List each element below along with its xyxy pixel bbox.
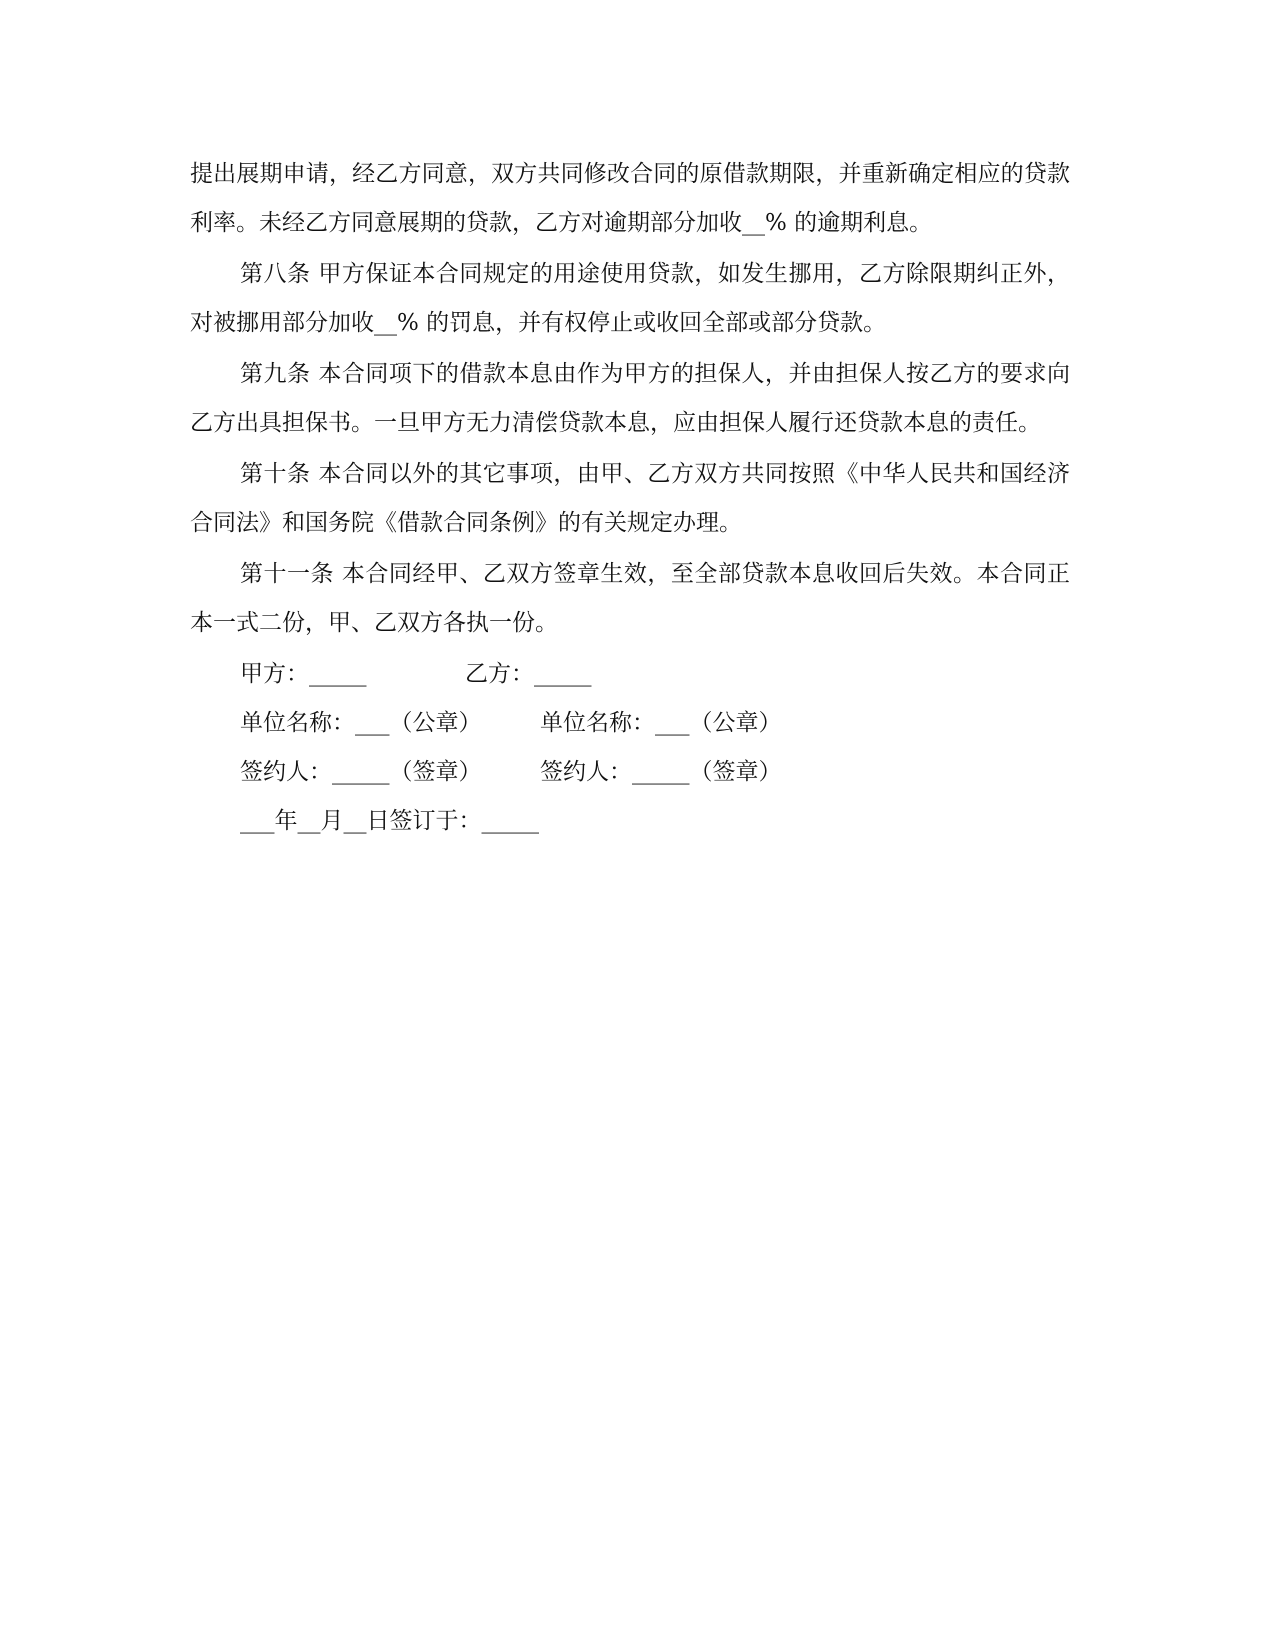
party-b-label: 乙方：_____	[465, 661, 592, 687]
paragraph-article-10: 第十条 本合同以外的其它事项，由甲、乙方双方共同按照《中华人民共和国经济合同法》和国务院《借款合同条例》的有关规定办理。	[190, 461, 1070, 536]
document-page	[190, 150, 1070, 846]
signature-party-row	[190, 650, 1070, 699]
unit-a-label: 单位名称：___（公章）	[240, 710, 482, 736]
paragraph-continuation: 提出展期申请，经乙方同意，双方共同修改合同的原借款期限，并重新确定相应的贷款利率。未经乙方同意展期的贷款，乙方对逾期部分加收__% 的逾期利息。	[190, 161, 1070, 236]
signature-unit-row	[190, 699, 1070, 748]
signature-date-row: ___年__月__日签订于：_____	[240, 808, 539, 834]
signature-signer-row	[190, 748, 1070, 797]
paragraph-article-9: 第九条 本合同项下的借款本息由作为甲方的担保人，并由担保人按乙方的要求向乙方出具担保书。一旦甲方无力清偿贷款本息，应由担保人履行还贷款本息的责任。	[190, 361, 1070, 436]
paragraph-article-8: 第八条 甲方保证本合同规定的用途使用贷款，如发生挪用，乙方除限期纠正外，对被挪用部分加收__% 的罚息，并有权停止或收回全部或部分贷款。	[190, 261, 1070, 336]
party-a-label: 甲方：_____	[240, 661, 367, 687]
signer-a-label: 签约人：_____（签章）	[240, 759, 482, 785]
unit-b-label: 单位名称：___（公章）	[540, 710, 782, 736]
signer-b-label: 签约人：_____（签章）	[540, 759, 782, 785]
paragraph-article-11: 第十一条 本合同经甲、乙双方签章生效，至全部贷款本息收回后失效。本合同正本一式二份，甲、乙双方各执一份。	[190, 561, 1070, 636]
